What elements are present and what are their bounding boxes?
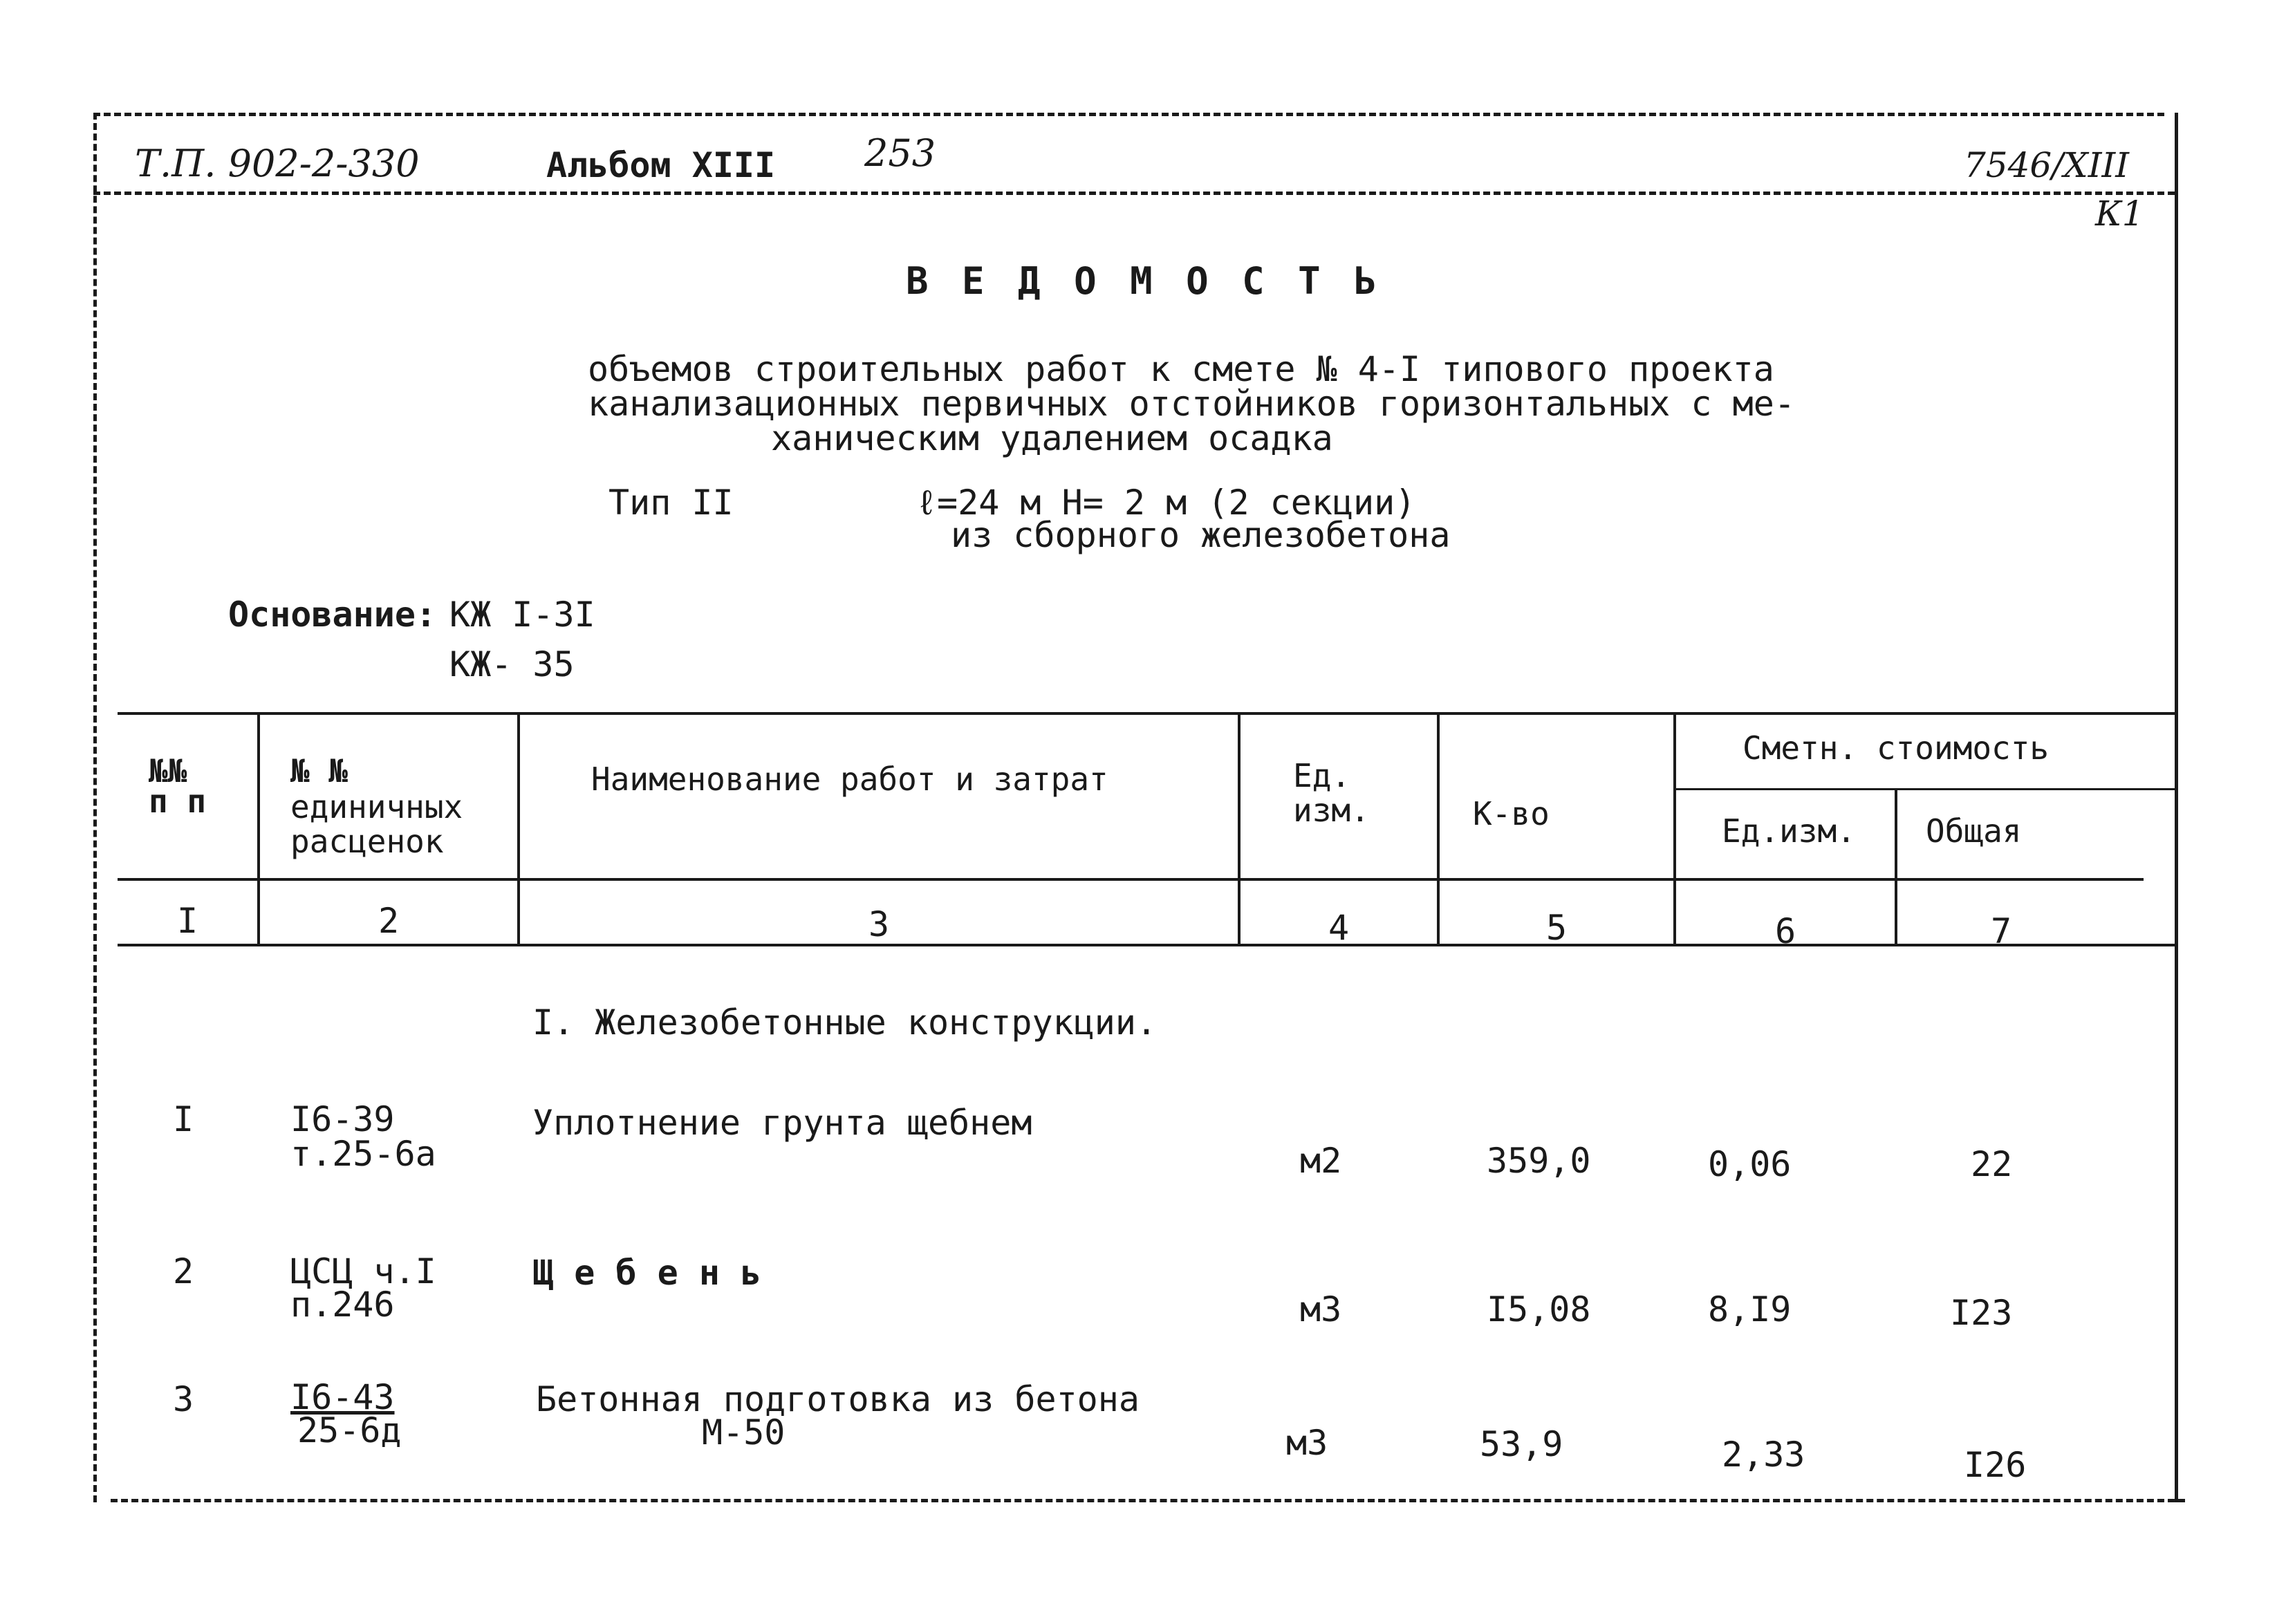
header-rate-line-2: единичных: [290, 788, 463, 825]
column-number-1: I: [176, 901, 198, 941]
header-rate-line-3: расценок: [290, 823, 444, 860]
frame-bottom-border: [111, 1499, 2185, 1502]
row-qty: 359,0: [1487, 1141, 1591, 1181]
column-number-4: 4: [1328, 908, 1350, 948]
frame-top-border: [93, 113, 2164, 116]
row-name-line-1: Щ е б е н ь: [532, 1253, 762, 1293]
row-total: 22: [1971, 1144, 2013, 1184]
header-unit-line-2: изм.: [1293, 792, 1370, 829]
row-unit-cost: 0,06: [1708, 1144, 1792, 1184]
header-num-line-2: п п: [149, 783, 207, 820]
project-code: Т.П. 902-2-330: [135, 142, 420, 185]
row-num: 2: [173, 1251, 194, 1291]
header-unit-cost: Ед.изм.: [1722, 812, 1856, 850]
header-rate-line-1: № №: [290, 752, 349, 790]
frame-right-border: [2175, 113, 2178, 1502]
type-label: Тип II: [608, 483, 734, 523]
row-code-line-1: ЦСЦ ч.I: [290, 1251, 436, 1291]
header-bottom-line: [118, 878, 2144, 881]
material: из сборного железобетона: [951, 515, 1451, 555]
row-unit: м2: [1300, 1141, 1342, 1181]
col-divider-5: [1673, 712, 1676, 944]
sheet-mark: К1: [2095, 194, 2144, 234]
basis-line-1: КЖ I-3I: [449, 595, 595, 635]
subtitle-line-2: канализационных первичных отстойников горизонтальных с ме-: [588, 384, 1795, 424]
row-qty: I5,08: [1487, 1289, 1591, 1329]
row-unit-cost: 8,I9: [1708, 1289, 1792, 1329]
row-code-line-2: 25-6д: [297, 1410, 402, 1450]
column-number-5: 5: [1545, 908, 1568, 948]
column-number-2: 2: [378, 901, 400, 941]
row-code-line-2: п.246: [290, 1285, 395, 1325]
row-total: I26: [1964, 1445, 2027, 1485]
column-number-6: 6: [1774, 911, 1796, 951]
archive-code: 7546/ХIII: [1964, 145, 2129, 185]
row-code-line-2: т.25-6а: [290, 1134, 436, 1174]
column-number-7: 7: [1990, 911, 2012, 951]
stamp-separator: [93, 192, 2175, 195]
row-unit-cost: 2,33: [1722, 1435, 1805, 1475]
header-name: Наименование работ и затрат: [591, 760, 1108, 798]
header-num-line-1: №№: [149, 752, 187, 790]
basis-label: Основание:: [228, 595, 437, 635]
row-qty: 53,9: [1480, 1424, 1563, 1464]
document-title: В Е Д О М О С Т Ь: [906, 259, 1382, 303]
row-name-line-1: Бетонная подготовка из бетона: [536, 1379, 1140, 1419]
row-name-line-2: М-50: [702, 1412, 786, 1453]
row-code-line-1: I6-43: [290, 1377, 395, 1417]
header-total: Общая: [1926, 812, 2022, 850]
dimensions: ℓ=24 м Н= 2 м (2 секции): [916, 483, 1416, 523]
page-number: 253: [864, 131, 936, 175]
row-num: I: [173, 1099, 194, 1139]
frame-left-border: [93, 113, 97, 1502]
row-total: I23: [1950, 1293, 2013, 1333]
row-code-line-1: I6-39: [290, 1099, 395, 1139]
subtitle-line-3: ханическим удалением осадка: [771, 418, 1333, 458]
table-top-line: [118, 712, 2175, 715]
album-label: Альбом ХIII: [546, 145, 776, 185]
column-number-3: 3: [868, 904, 890, 944]
header-cost-group: Сметн. стоимость: [1743, 729, 2050, 767]
row-name-line-1: Уплотнение грунта щебнем: [532, 1103, 1032, 1143]
section-title: I. Железобетонные конструкции.: [532, 1002, 1158, 1043]
header-unit-line-1: Ед.: [1293, 757, 1351, 794]
cost-subheader-line: [1673, 788, 2175, 790]
row-unit: м3: [1286, 1423, 1328, 1463]
basis-line-2: КЖ- 35: [449, 644, 575, 684]
subtitle-line-1: объемов строительных работ к смете № 4-I типового проекта: [588, 349, 1774, 389]
row-num: 3: [173, 1379, 194, 1419]
header-qty: К-во: [1473, 795, 1550, 832]
row-unit: м3: [1300, 1289, 1342, 1329]
